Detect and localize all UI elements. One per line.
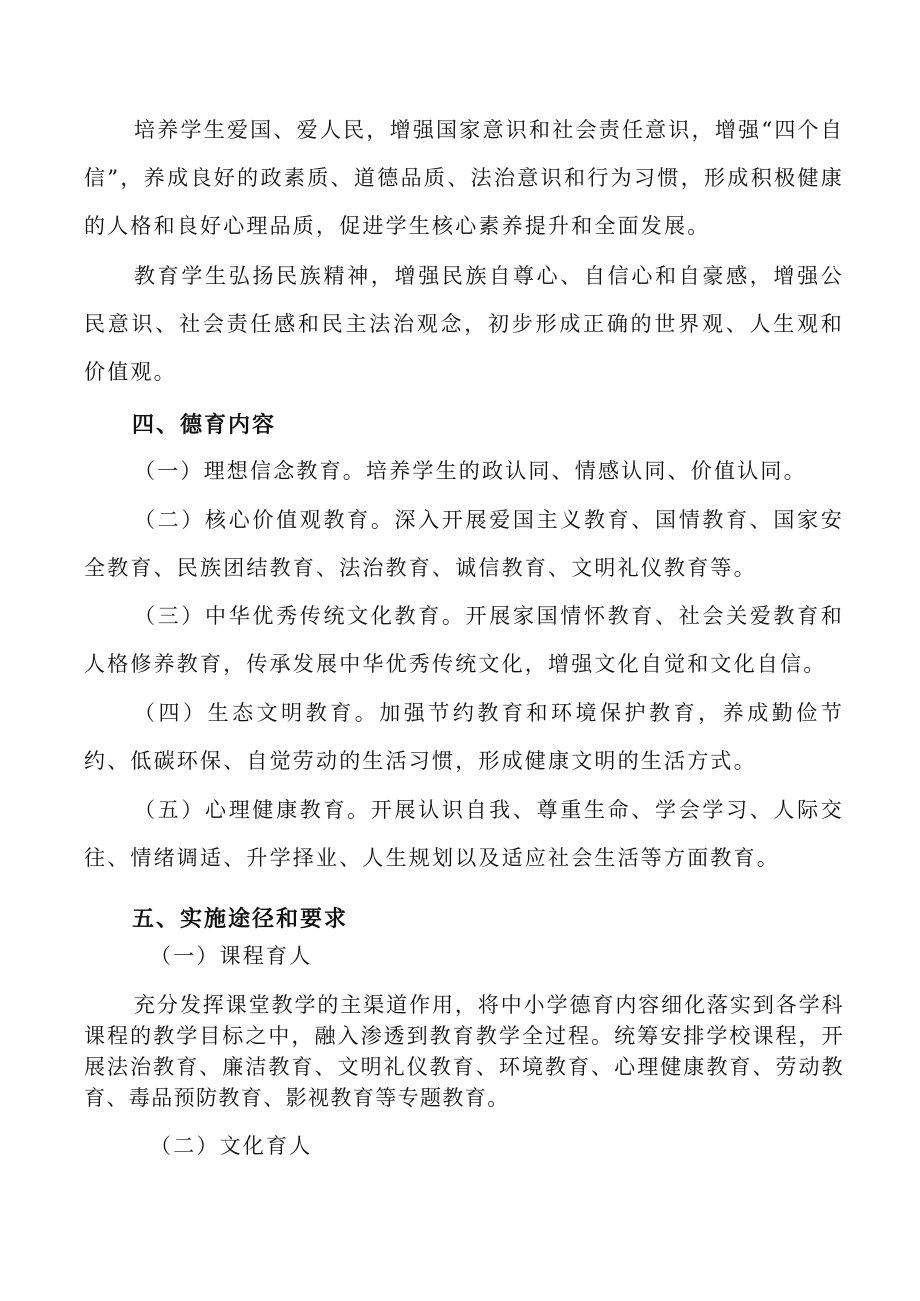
list-item-traditional-culture: （三）中华优秀传统文化教育。开展家国情怀教育、社会关爱教育和人格修养教育，传承发展中华优秀传统文化，增强文化自觉和文化自信。	[84, 604, 844, 676]
paragraph-spirit: 教育学生弘扬民族精神，增强民族自尊心、自信心和自豪感，增强公民意识、社会责任感和民主法治观念，初步形成正确的世界观、人生观和价值观。	[84, 264, 844, 384]
subheading-curriculum: （一）课程育人	[150, 944, 313, 968]
list-item-core-values: （二）核心价值观教育。深入开展爱国主义教育、国情教育、国家安全教育、民族团结教育、法治教育、诚信教育、文明礼仪教育等。	[84, 508, 844, 580]
section-heading-implementation: 五、实施途径和要求	[132, 907, 349, 932]
section-heading-moral-content: 四、德育内容	[132, 413, 277, 438]
paragraph-goals: 培养学生爱国、爱人民，增强国家意识和社会责任意识，增强“四个自信”，养成良好的政素质、道德品质、法治意识和行为习惯，形成积极健康的人格和良好心理品质，促进学生核心素养提升和全面发展。	[84, 118, 844, 238]
subheading-culture: （二）文化育人	[150, 1134, 313, 1158]
list-item-ideals: （一）理想信念教育。培养学生的政认同、情感认同、价值认同。	[134, 459, 807, 483]
list-item-ecology: （四）生态文明教育。加强节约教育和环境保护教育，养成勤俭节约、低碳环保、自觉劳动的生活习惯，形成健康文明的生活方式。	[84, 701, 844, 773]
list-item-mental-health: （五）心理健康教育。开展认识自我、尊重生命、学会学习、人际交往、情绪调适、升学择业、人生规划以及适应社会生活等方面教育。	[84, 798, 844, 870]
paragraph-curriculum: 充分发挥课堂教学的主渠道作用，将中小学德育内容细化落实到各学科课程的教学目标之中，融入渗透到教育教学全过程。统筹安排学校课程，开展法治教育、廉洁教育、文明礼仪教育、环境教育、心理健康教育、劳动教育、毒品预防教育、影视教育等专题教育。	[84, 993, 844, 1110]
